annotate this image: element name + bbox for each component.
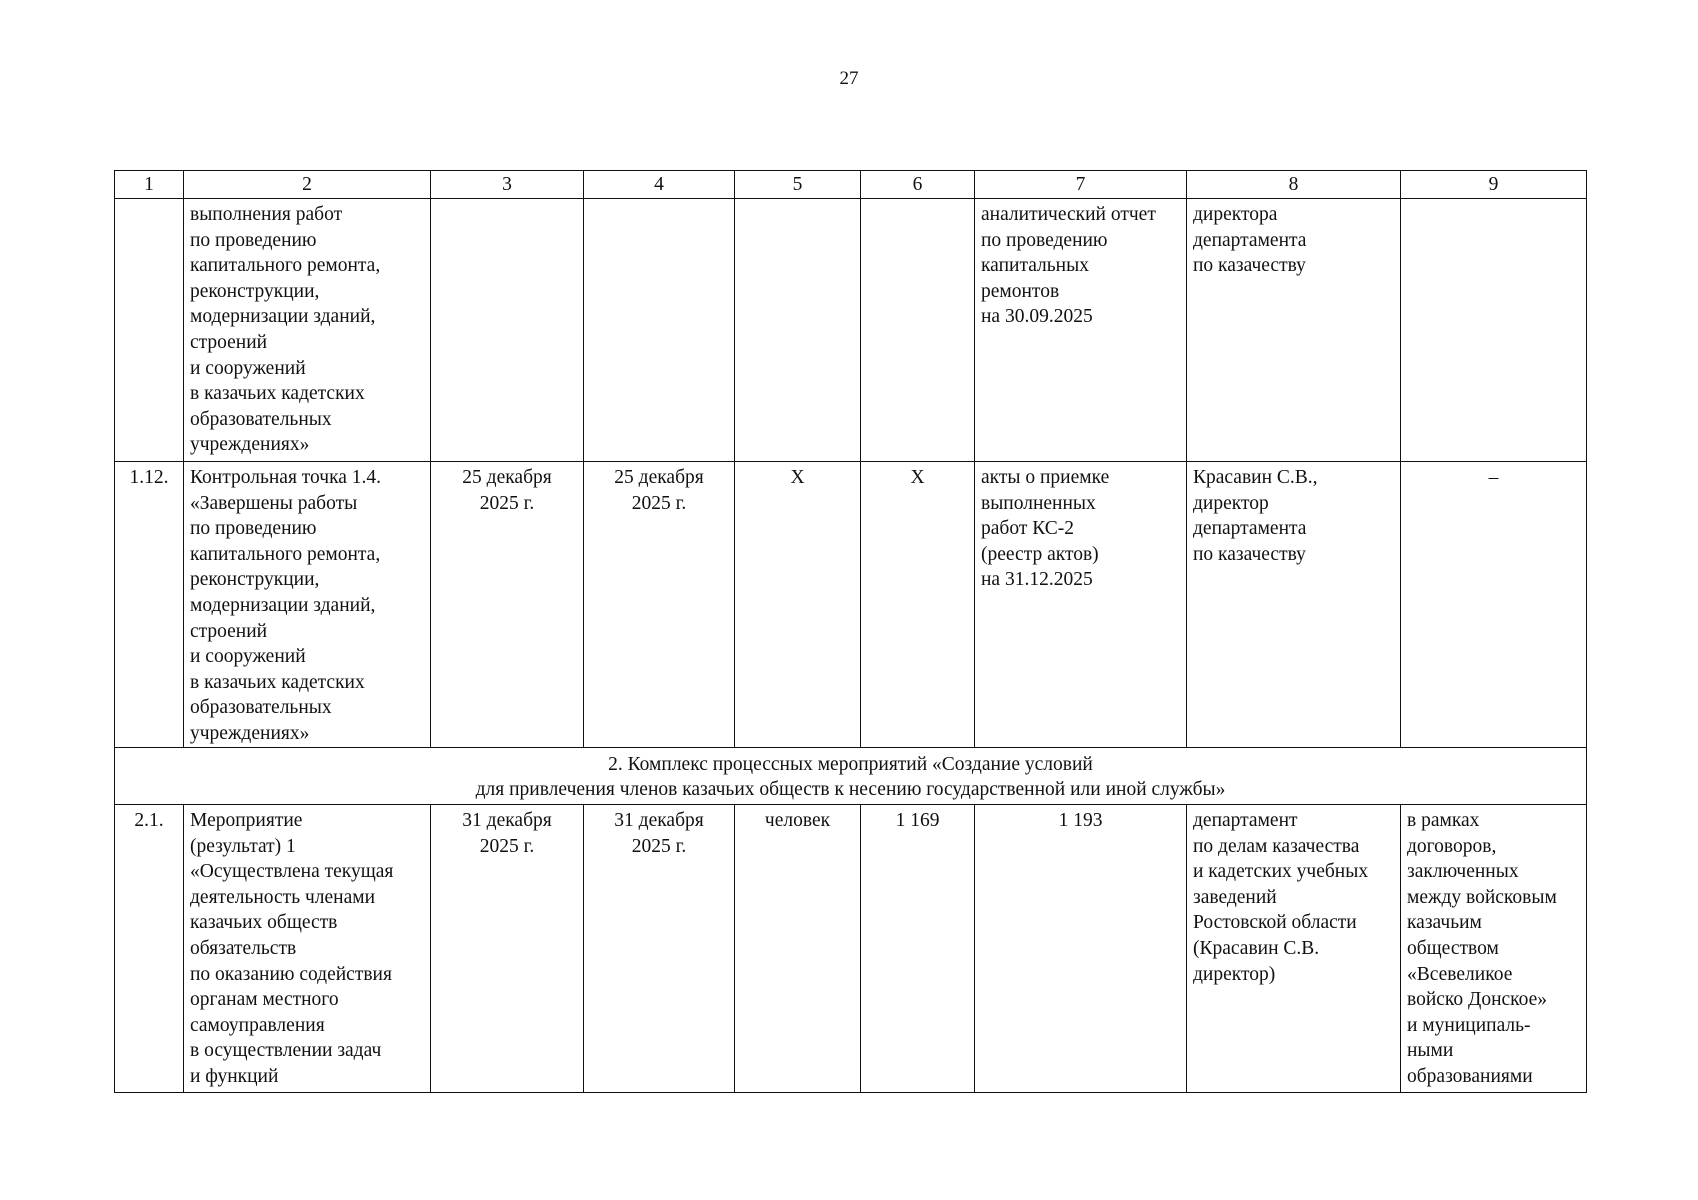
page-number: 27 bbox=[839, 68, 859, 89]
start-date-cell: 25 декабря 2025 г. bbox=[431, 462, 584, 748]
row-number-cell bbox=[115, 199, 184, 462]
notes-cell: в рамках договоров, заключенных между войсковым казачьим обществом «Всевеликое войско Донское» и муниципаль- ными образованиями bbox=[1401, 805, 1587, 1093]
column-number: 7 bbox=[975, 171, 1187, 199]
unit-cell: Х bbox=[735, 462, 861, 748]
column-number: 6 bbox=[861, 171, 975, 199]
table-row bbox=[115, 462, 1587, 748]
unit-cell bbox=[735, 199, 861, 462]
base-value-cell: Х bbox=[861, 462, 975, 748]
table-row bbox=[115, 805, 1587, 1093]
start-date-cell bbox=[431, 199, 584, 462]
end-date-cell bbox=[584, 199, 735, 462]
base-value-cell: 1 169 bbox=[861, 805, 975, 1093]
row-number-cell: 2.1. bbox=[115, 805, 184, 1093]
column-number-row bbox=[115, 171, 1587, 199]
column-number: 1 bbox=[115, 171, 184, 199]
column-number: 9 bbox=[1401, 171, 1587, 199]
row-number-cell: 1.12. bbox=[115, 462, 184, 748]
responsible-cell: директора департамента по казачеству bbox=[1187, 199, 1401, 462]
section-title: 2. Комплекс процессных мероприятий «Создание условий для привлечения членов казачьих обществ к несению государственной или иной службы» bbox=[115, 748, 1587, 805]
column-number: 5 bbox=[735, 171, 861, 199]
end-date-cell: 31 декабря 2025 г. bbox=[584, 805, 735, 1093]
column-number: 3 bbox=[431, 171, 584, 199]
column-number: 4 bbox=[584, 171, 735, 199]
document-cell: аналитический отчет по проведению капитальных ремонтов на 30.09.2025 bbox=[975, 199, 1187, 462]
event-name-cell: выполнения работ по проведению капитального ремонта, реконструкции, модернизации зданий, строений и сооружений в казачьих кадетских образовательных учреждениях» bbox=[184, 199, 431, 462]
event-name-cell: Мероприятие (результат) 1 «Осуществлена текущая деятельность членами казачьих обществ обязательств по оказанию содействия органам местного самоуправления в осуществлении задач и функций bbox=[184, 805, 431, 1093]
responsible-cell: департамент по делам казачества и кадетских учебных заведений Ростовской области (Красавин С.В. директор) bbox=[1187, 805, 1401, 1093]
unit-cell: человек bbox=[735, 805, 861, 1093]
events-table bbox=[114, 170, 1587, 1093]
document-cell: акты о приемке выполненных работ КС-2 (реестр актов) на 31.12.2025 bbox=[975, 462, 1187, 748]
target-value-cell: 1 193 bbox=[975, 805, 1187, 1093]
responsible-cell: Красавин С.В., директор департамента по казачеству bbox=[1187, 462, 1401, 748]
start-date-cell: 31 декабря 2025 г. bbox=[431, 805, 584, 1093]
section-header-row bbox=[115, 748, 1587, 805]
event-name-cell: Контрольная точка 1.4. «Завершены работы по проведению капитального ремонта, реконструкции, модернизации зданий, строений и сооружений в казачьих кадетских образовательных учреждениях» bbox=[184, 462, 431, 748]
notes-cell: – bbox=[1401, 462, 1587, 748]
column-number: 2 bbox=[184, 171, 431, 199]
base-value-cell bbox=[861, 199, 975, 462]
notes-cell bbox=[1401, 199, 1587, 462]
column-number: 8 bbox=[1187, 171, 1401, 199]
end-date-cell: 25 декабря 2025 г. bbox=[584, 462, 735, 748]
table-row bbox=[115, 199, 1587, 462]
